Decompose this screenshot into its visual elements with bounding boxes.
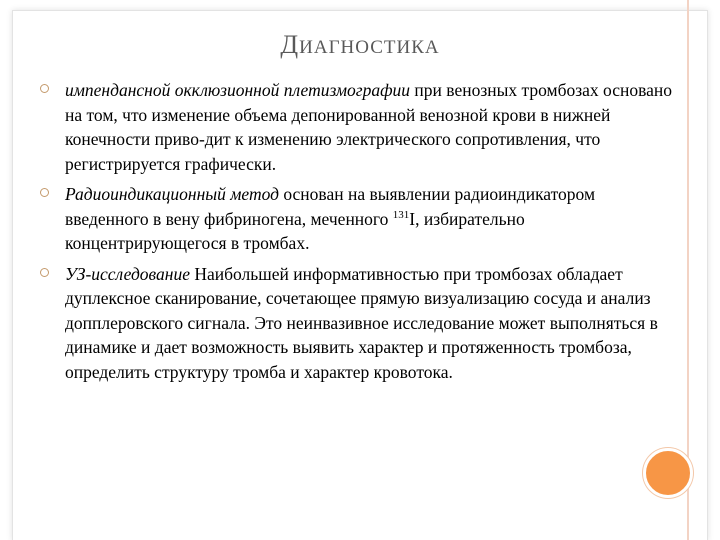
decorative-orange-circle: [643, 448, 693, 498]
item-text: Наибольшей информативностью при тромбозах обладает дуплексное сканирование, сочетающее прямую визуализацию сосуда и анализ допплеровского сигнала. Это неинвазивное исследование может выполняться в динамике и дает возможность выявить характер и протяженность тромбоза, определить структуру тромба и характер кровотока.: [65, 263, 658, 382]
item-term: импендансной окклюзионной плетизмографии: [65, 80, 411, 100]
title-initial: Д: [280, 30, 300, 59]
slide-title: [0, 30, 720, 60]
item-text-continued: I, избирательно концентрирующегося в тромбах.: [65, 208, 525, 253]
circle-bullet-icon: [40, 84, 49, 93]
title-rest: ИАГНОСТИКА: [299, 37, 440, 58]
list-item: [40, 182, 680, 256]
item-term: Радиоиндикационный метод: [65, 184, 279, 204]
item-text: при венозных тромбозах основано на том, что изменение объема депонированной венозной крови в нижней конечности приво-дит к изменению электрического сопротивления, что регистрируется графически.: [65, 80, 673, 174]
item-term: УЗ-исследование: [65, 263, 190, 284]
list-item: [40, 78, 680, 176]
circle-bullet-icon: [40, 268, 49, 277]
bullet-list: [40, 78, 680, 390]
item-text: основан на выявлении радиоиндикатором введенного в вену фибриногена, меченного: [65, 184, 596, 229]
circle-bullet-icon: [40, 188, 49, 197]
isotope-superscript: 131: [392, 208, 410, 221]
list-item: [40, 262, 680, 385]
